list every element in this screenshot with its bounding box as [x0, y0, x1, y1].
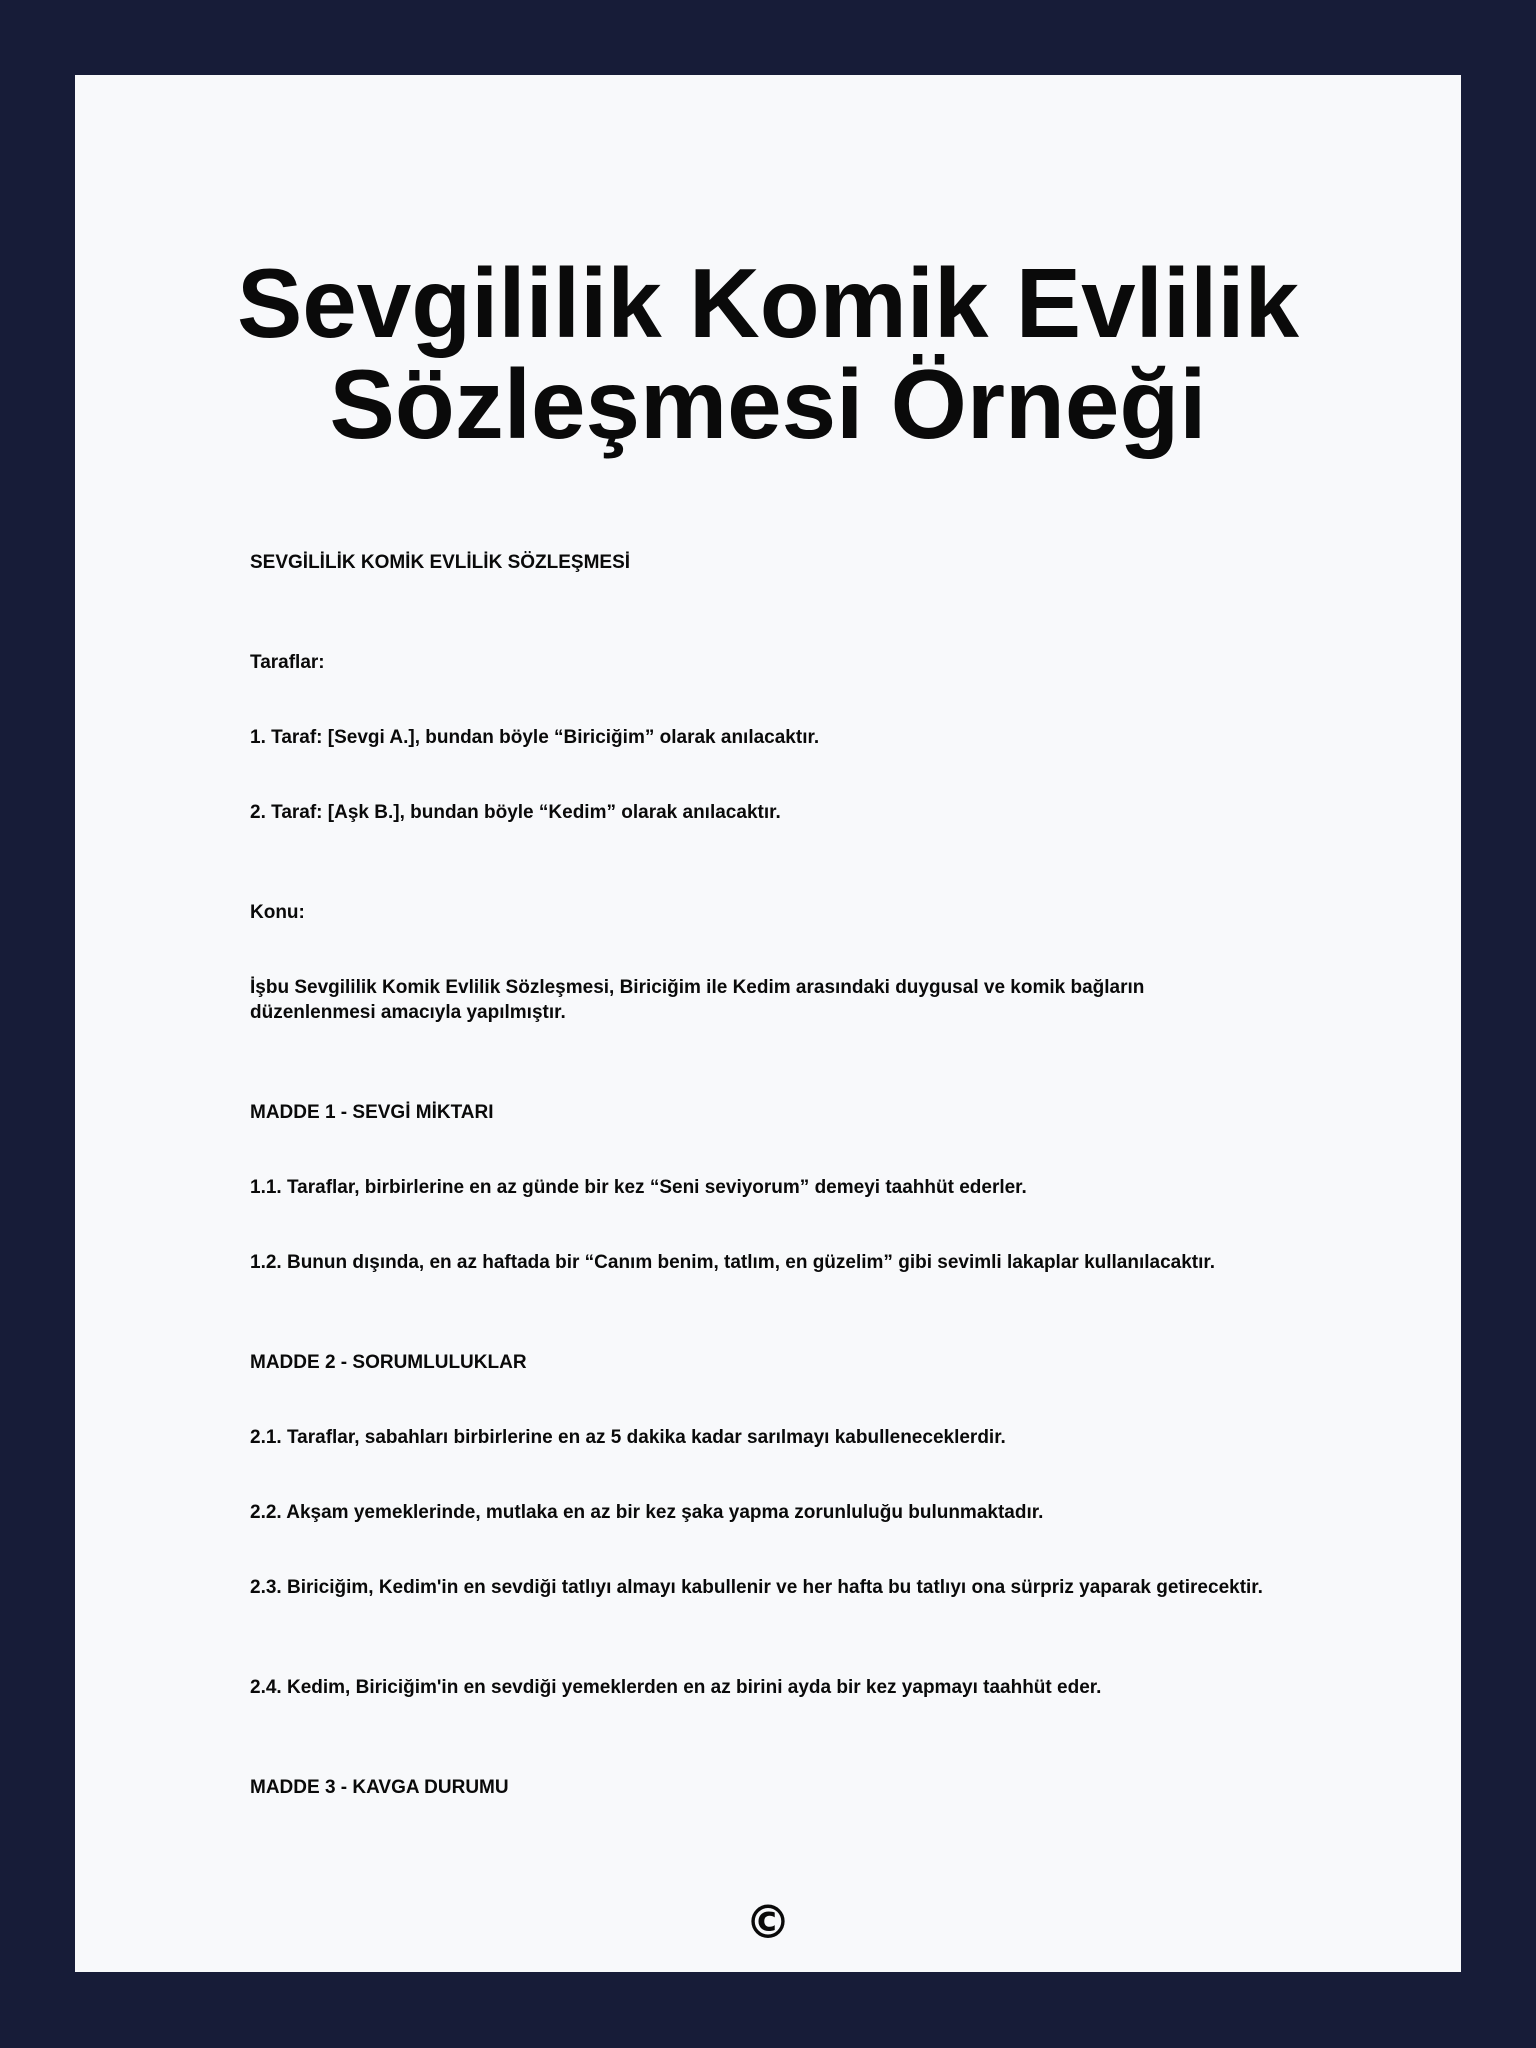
article-2-2: 2.2. Akşam yemeklerinde, mutlaka en az bir kez şaka yapma zorunluluğu bulunmaktadır.: [250, 1502, 1044, 1523]
article-1-2: 1.2. Bunun dışında, en az haftada bir “Canım benim, tatlım, en güzelim” gibi sevimli lakaplar kullanılacaktır.: [250, 1252, 1216, 1273]
contract-heading: SEVGİLİLİK KOMİK EVLİLİK SÖZLEŞMESİ: [250, 552, 631, 573]
page-title: Sevgililik Komik Evlilik Sözleşmesi Örneği: [236, 248, 1300, 459]
article-2-3: 2.3. Biriciğim, Kedim'in en sevdiği tatlıyı almayı kabullenir ve her hafta bu tatlıyı ona sürpriz yaparak getirecektir.: [250, 1577, 1263, 1598]
article-2-title: MADDE 2 - SORUMLULUKLAR: [250, 1352, 527, 1373]
article-2-4: 2.4. Kedim, Biriciğim'in en sevdiği yemeklerden en az birini ayda bir kez yapmayı taahhüt eder.: [250, 1677, 1102, 1698]
subject-text: İşbu Sevgililik Komik Evlilik Sözleşmesi, Biriciğim ile Kedim arasındaki duygusal ve komik bağların düzenlenmesi amacıyla yapılmıştır.: [250, 977, 1145, 1023]
article-1-title: MADDE 1 - SEVGİ MİKTARI: [250, 1102, 494, 1123]
document-page: [75, 75, 1461, 1972]
party-1: 1. Taraf: [Sevgi A.], bundan böyle “Biriciğim” olarak anılacaktır.: [250, 727, 820, 748]
article-3-title: MADDE 3 - KAVGA DURUMU: [250, 1777, 509, 1798]
parties-label: Taraflar:: [250, 652, 325, 673]
article-2-1: 2.1. Taraflar, sabahları birbirlerine en az 5 dakika kadar sarılmayı kabulleneceklerdir.: [250, 1427, 1006, 1448]
party-2: 2. Taraf: [Aşk B.], bundan böyle “Kedim” olarak anılacaktır.: [250, 802, 781, 823]
copyright-icon: ©: [745, 1895, 791, 1949]
article-1-1: 1.1. Taraflar, birbirlerine en az günde bir kez “Seni seviyorum” demeyi taahhüt ederler.: [250, 1177, 1027, 1198]
subject-label: Konu:: [250, 902, 305, 923]
